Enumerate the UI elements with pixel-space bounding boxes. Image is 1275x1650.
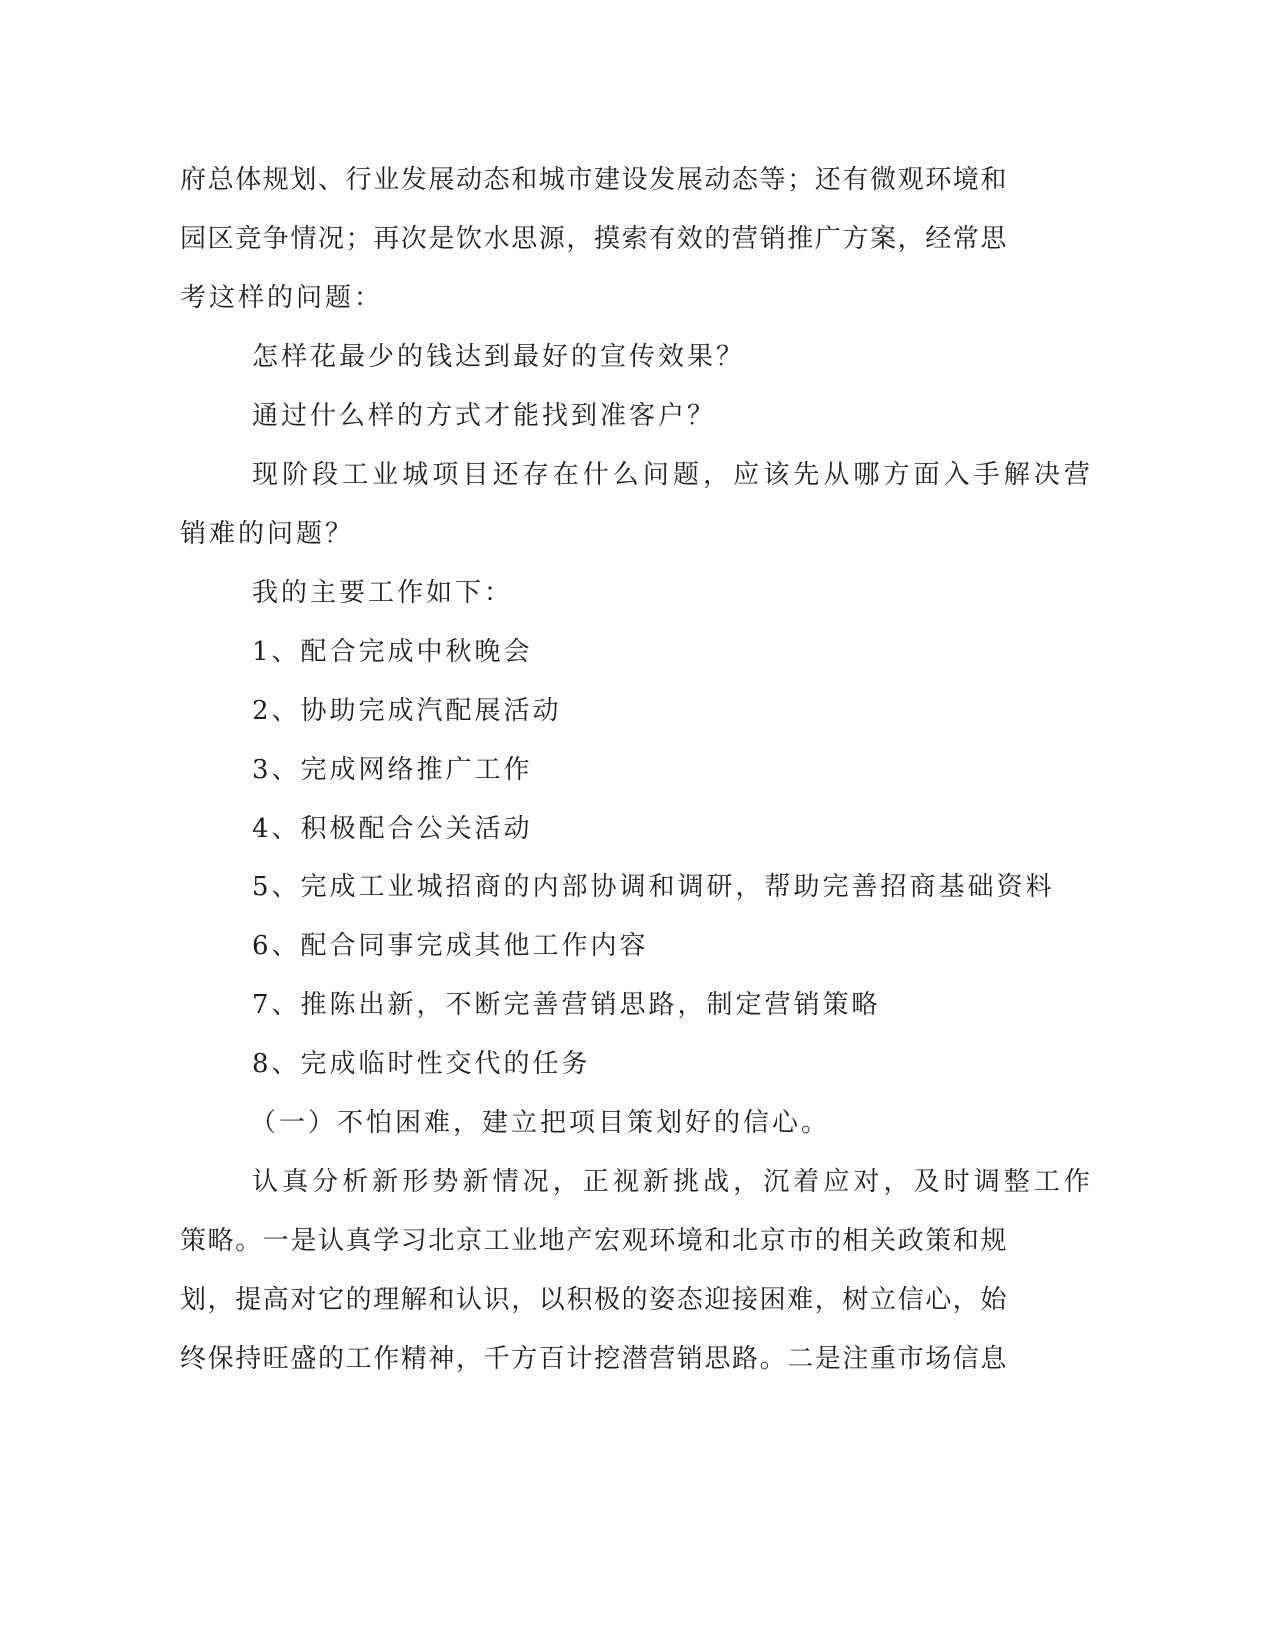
body-text-line: 划，提高对它的理解和认识，以积极的姿态迎接困难，树立信心，始 — [180, 1285, 1009, 1315]
list-item: 1、配合完成中秋晚会 — [252, 637, 533, 667]
body-text-line: 认真分析新形势新情况，正视新挑战，沉着应对，及时调整工作 — [252, 1167, 1095, 1197]
list-item: 4、积极配合公关活动 — [252, 814, 533, 844]
question-line: 怎样花最少的钱达到最好的宣传效果？ — [252, 342, 746, 372]
list-item: 7、推陈出新，不断完善营销思路，制定营销策略 — [252, 990, 881, 1020]
question-line: 通过什么样的方式才能找到准客户？ — [252, 401, 717, 431]
list-item: 2、协助完成汽配展活动 — [252, 696, 562, 726]
body-text-line: 终保持旺盛的工作精神，千方百计挖潜营销思路。二是注重市场信息 — [180, 1344, 1009, 1374]
list-item: 8、完成临时性交代的任务 — [252, 1049, 591, 1079]
body-text-line: 府总体规划、行业发展动态和城市建设发展动态等；还有微观环境和 — [180, 165, 1009, 195]
list-item: 3、完成网络推广工作 — [252, 755, 533, 785]
body-text-line: 考这样的问题： — [180, 283, 384, 313]
section-heading: （一）不怕困难，建立把项目策划好的信心。 — [250, 1108, 831, 1138]
question-line: 现阶段工业城项目还存在什么问题，应该先从哪方面入手解决营 — [252, 460, 1095, 490]
question-line: 销难的问题？ — [180, 519, 355, 549]
body-text-line: 园区竞争情况；再次是饮水思源，摸索有效的营销推广方案，经常思 — [180, 224, 1009, 254]
list-item: 6、配合同事完成其他工作内容 — [252, 931, 649, 961]
body-text-line: 策略。一是认真学习北京工业地产宏观环境和北京市的相关政策和规 — [180, 1226, 1009, 1256]
section-intro: 我的主要工作如下： — [252, 578, 514, 608]
list-item: 5、完成工业城招商的内部协调和调研，帮助完善招商基础资料 — [252, 872, 1055, 902]
